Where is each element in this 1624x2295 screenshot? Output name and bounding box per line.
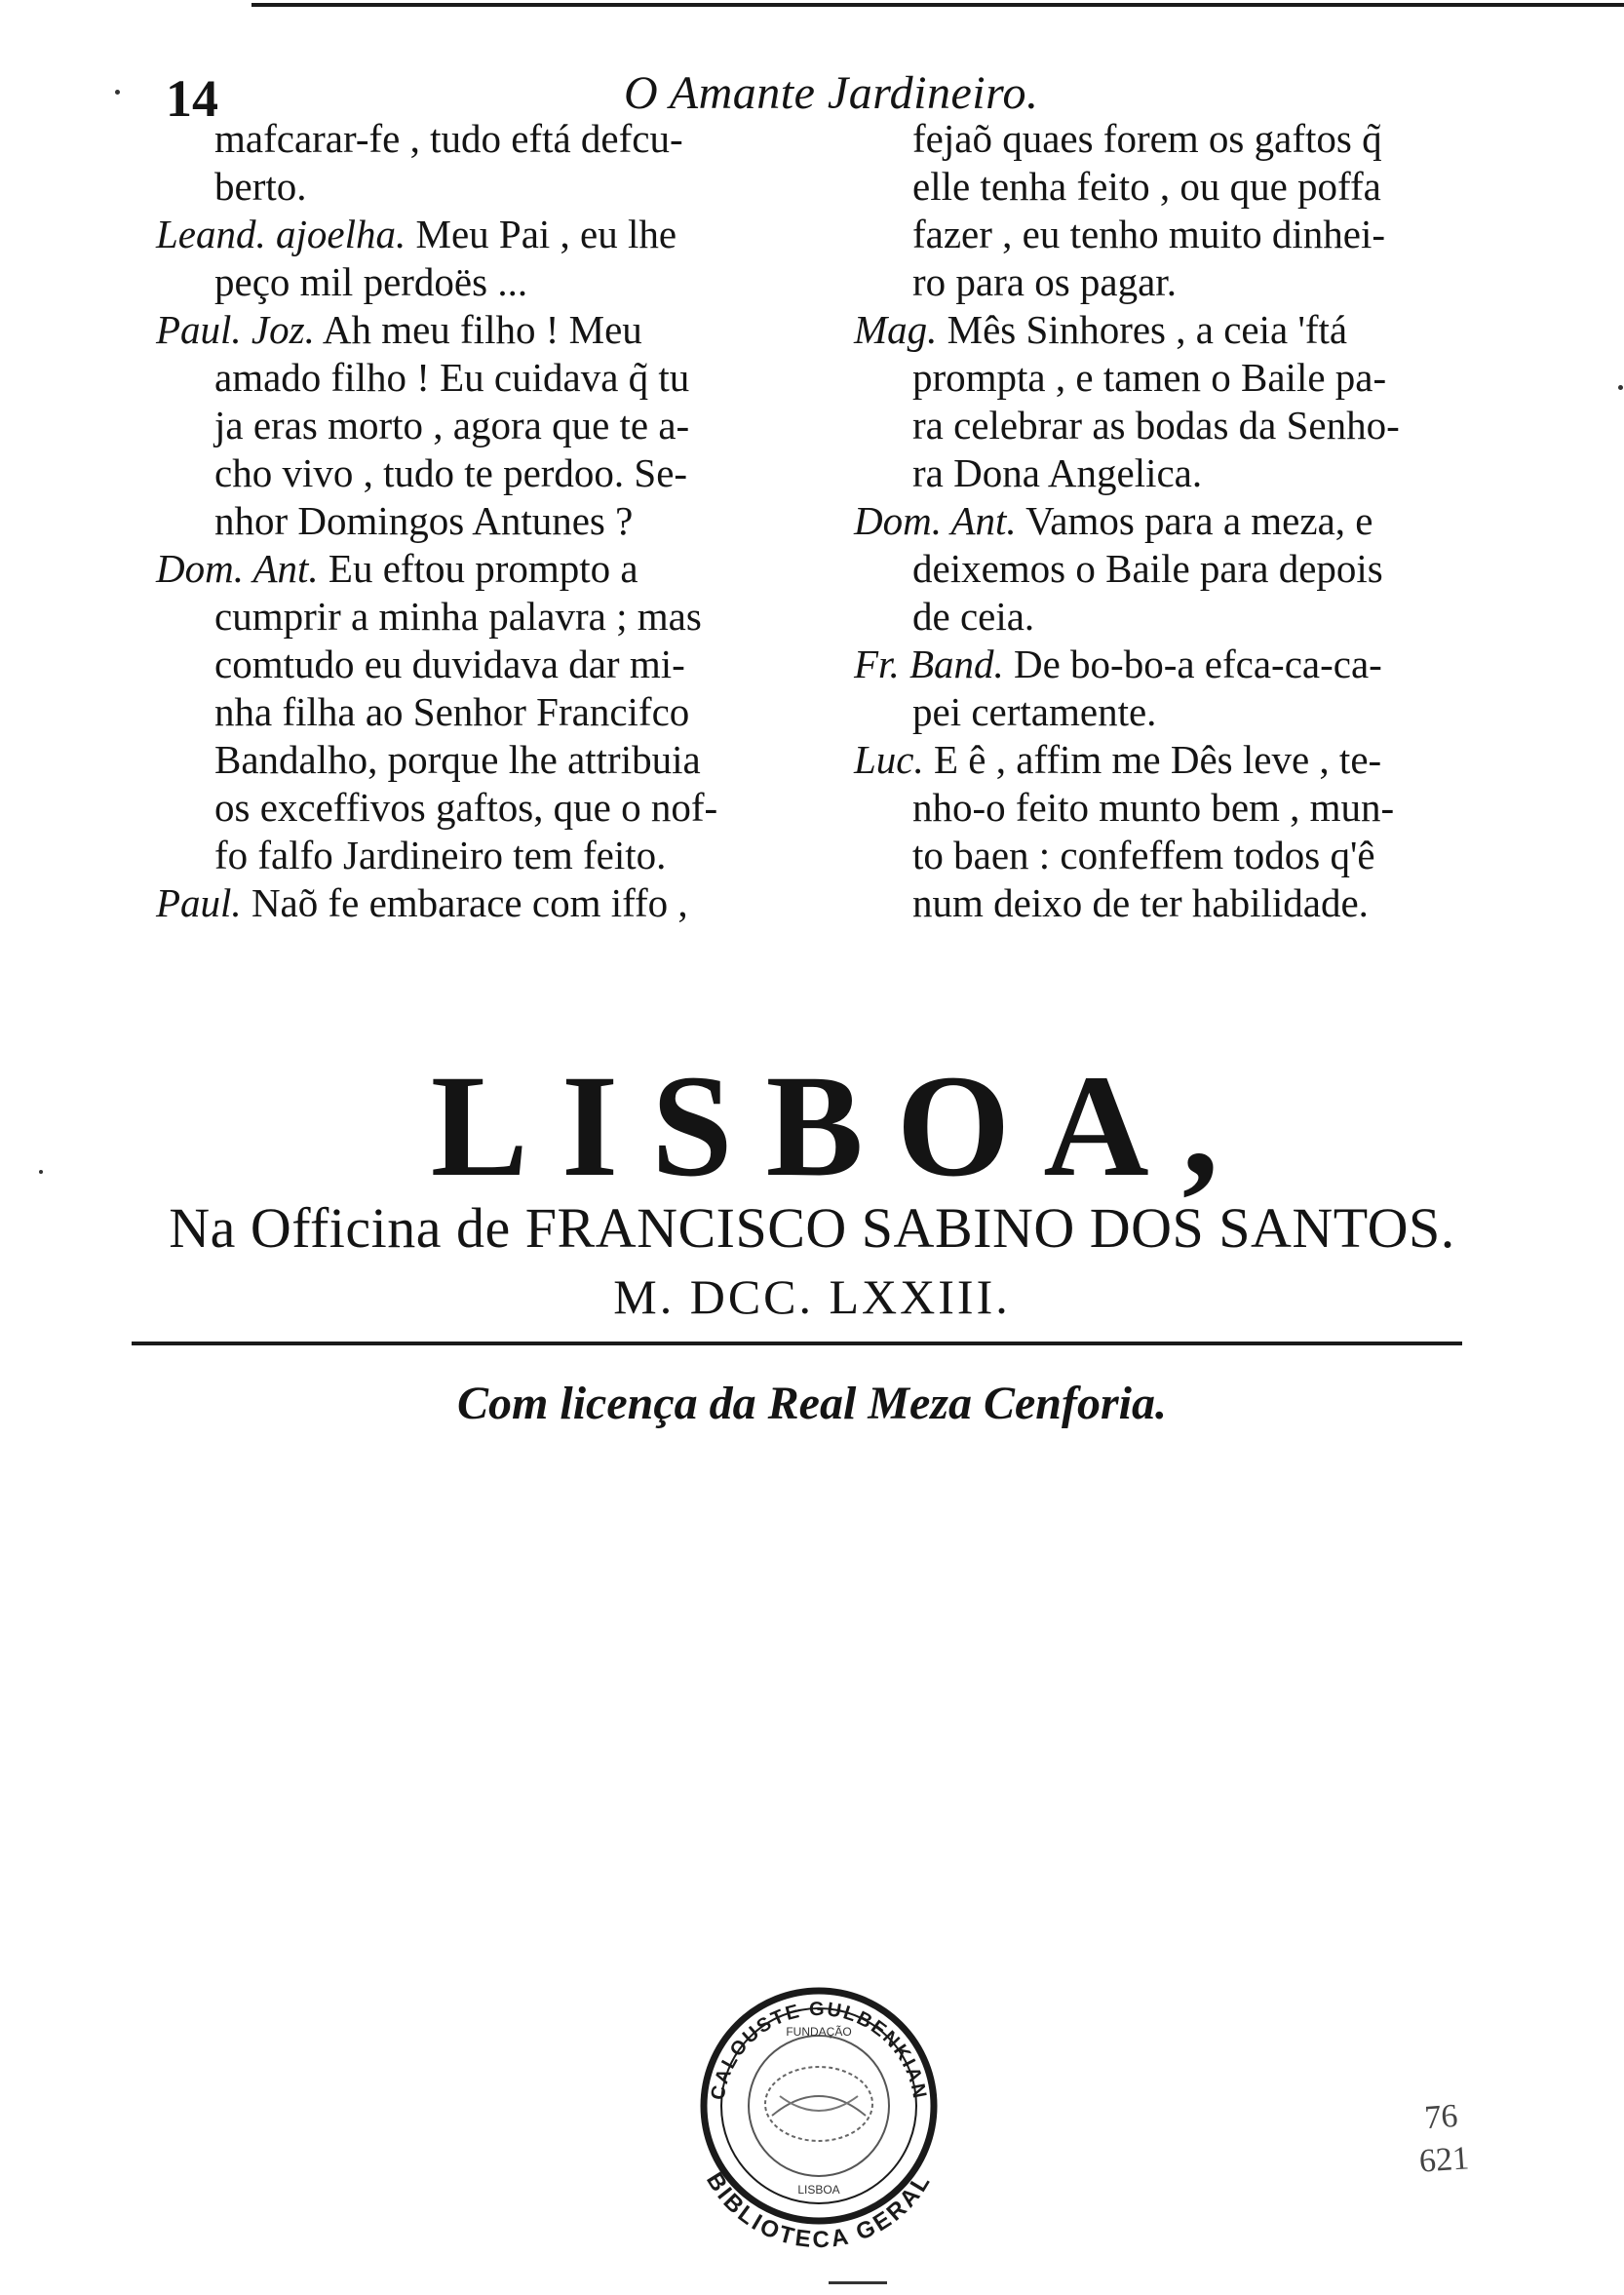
stamp-top-text: CALOUSTE GULBENKIAN (707, 1998, 931, 2102)
stamp-bottom-text: BIBLIOTECA GERAL (700, 2167, 937, 2254)
text-line (146, 211, 829, 258)
text-line (146, 593, 829, 641)
text-line (146, 545, 829, 593)
line-text: Bandalho, porque lhe attribuia (214, 737, 701, 782)
line-text: ja eras morto , agora que te a- (214, 403, 690, 447)
line-text: Ah meu filho ! Meu (314, 307, 642, 352)
bottom-edge-mark (829, 2281, 887, 2284)
imprint-printer: Na Officina de FRANCISCO SABINO DOS SANTOS. (169, 1196, 1455, 1260)
line-text: cumprir a minha palavra ; mas (214, 594, 702, 639)
text-line (146, 736, 829, 784)
shelf-mark-line: 621 (1417, 2140, 1471, 2180)
line-text: num deixo de ter habilidade. (912, 880, 1369, 925)
text-line (844, 163, 1507, 211)
speaker-name: Leand. ajoelha. (156, 212, 406, 256)
scan-speck (115, 90, 120, 95)
shelf-mark (1401, 2093, 1485, 2184)
line-text: Vamos para a meza, e (1016, 498, 1373, 543)
line-text: comtudo eu duvidava dar mi- (214, 642, 685, 686)
line-text: Mês Sinhores , a ceia 'ftá (937, 307, 1348, 352)
line-text: cho vivo , tudo te perdoo. Se- (214, 450, 688, 495)
speaker-name: Paul. (156, 880, 242, 925)
shelf-mark-line: 76 (1423, 2097, 1459, 2137)
line-text: ra Dona Angelica. (912, 450, 1203, 495)
text-line (844, 688, 1507, 736)
left-text-column (146, 115, 829, 927)
imprint-year: M. DCC. LXXIII. (613, 1269, 1011, 1324)
text-line (146, 306, 829, 354)
line-text: de ceia. (912, 594, 1035, 639)
line-text: nhor Domingos Antunes ? (214, 498, 634, 543)
text-line (146, 832, 829, 879)
line-text: elle tenha feito , ou que poffa (912, 164, 1381, 209)
line-text: Naõ fe embarace com iffo , (241, 880, 688, 925)
text-line (146, 641, 829, 688)
text-line (146, 258, 829, 306)
text-line (844, 879, 1507, 927)
line-text: ra celebrar as bodas da Senho- (912, 403, 1400, 447)
speaker-name: Dom. Ant. (854, 498, 1017, 543)
text-line (146, 402, 829, 449)
line-text: Eu eftou prompto a (318, 546, 638, 591)
text-line (146, 115, 829, 163)
svg-text:BIBLIOTECA GERAL (701, 2168, 937, 2254)
line-text: amado filho ! Eu cuidava q̃ tu (214, 355, 690, 400)
text-line (844, 736, 1507, 784)
line-text: prompta , e tamen o Baile pa- (912, 355, 1387, 400)
line-text: to baen : confeffem todos q'ê (912, 833, 1375, 877)
text-line (844, 545, 1507, 593)
text-line (844, 784, 1507, 832)
text-line (844, 211, 1507, 258)
stamp-left-text: FUNDAÇÃO (786, 2025, 852, 2039)
text-line (146, 497, 829, 545)
line-text: fazer , eu tenho muito dinhei- (912, 212, 1385, 256)
text-line (844, 497, 1507, 545)
speaker-name: Luc. (854, 737, 924, 782)
line-text: peço mil perdoës ... (214, 259, 528, 304)
scan-speck (1618, 385, 1623, 390)
line-text: fejaõ quaes forem os gaftos q̃ (912, 116, 1382, 161)
running-title: O Amante Jardineiro. (624, 67, 1039, 119)
line-text: berto. (214, 164, 307, 209)
text-line (146, 163, 829, 211)
line-text: nho-o feito munto bem , mun- (912, 785, 1395, 830)
text-line (146, 879, 829, 927)
line-text: De bo-bo-a efca-ca-ca- (1003, 642, 1382, 686)
line-text: pei certamente. (912, 689, 1157, 734)
top-border-rule (251, 3, 1624, 7)
speaker-name: Dom. Ant. (156, 546, 319, 591)
page-number: 14 (166, 69, 218, 128)
text-line (146, 449, 829, 497)
imprint-city: LISBOA, (430, 1045, 1253, 1207)
text-line (844, 258, 1507, 306)
line-text: mafcarar-fe , tudo eftá defcu- (214, 116, 683, 161)
line-text: Meu Pai , eu lhe (406, 212, 677, 256)
text-line (844, 402, 1507, 449)
right-text-column (844, 115, 1507, 927)
line-text: fo falfo Jardineiro tem feito. (214, 833, 667, 877)
text-line (844, 449, 1507, 497)
speaker-name: Paul. Joz. (156, 307, 315, 352)
speaker-name: Fr. Band. (854, 642, 1004, 686)
line-text: deixemos o Baile para depois (912, 546, 1383, 591)
line-text: ro para os pagar. (912, 259, 1177, 304)
library-stamp-icon (663, 1950, 975, 2262)
line-text: os exceffivos gaftos, que o nof- (214, 785, 718, 830)
line-text: E ê , affim me Dês leve , te- (923, 737, 1382, 782)
text-line (844, 641, 1507, 688)
line-text: nha filha ao Senhor Francifco (214, 689, 690, 734)
text-line (844, 306, 1507, 354)
license-line: Com licença da Real Meza Cenforia. (457, 1378, 1167, 1429)
imprint-divider-rule (132, 1342, 1462, 1345)
text-line (844, 593, 1507, 641)
text-line (146, 784, 829, 832)
text-line (146, 354, 829, 402)
text-line (146, 688, 829, 736)
text-line (844, 832, 1507, 879)
text-line (844, 115, 1507, 163)
text-line (844, 354, 1507, 402)
stamp-center-text: LISBOA (797, 2183, 840, 2197)
speaker-name: Mag. (854, 307, 938, 352)
svg-text:CALOUSTE GULBENKIAN (707, 1999, 930, 2102)
